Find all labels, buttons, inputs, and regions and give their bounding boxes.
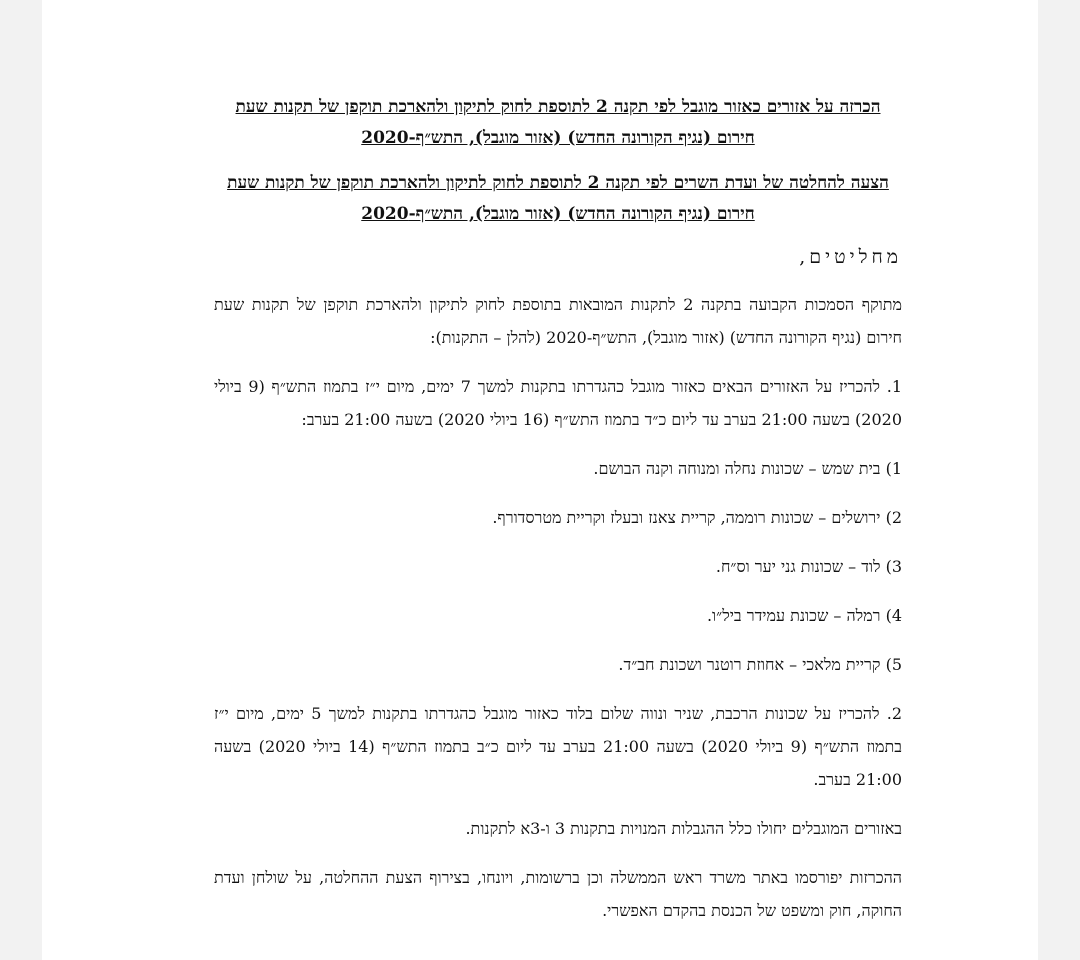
decision-heading: מחליטים,	[799, 246, 902, 268]
document-title: הכרזה על אזורים כאזור מוגבל לפי תקנה 2 לתוספת לחוק לתיקון ולהארכת תוקפן של תקנות שעת חירום (נגיף הקורונה החדש) (אזור מוגבל), התש״ף-2020	[235, 97, 881, 148]
publication-paragraph: ההכרזות יפורסמו באתר משרד ראש הממשלה וכן ברשומות, ויונחו, בצירוף הצעת ההחלטה, על שולחן ועדת החוקה, חוק ומשפט של הכנסת בהקדם האפשרי.	[214, 868, 902, 920]
proposal-title: הצעה להחלטה של ועדת השרים לפי תקנה 2 לתוספת לחוק לתיקון ולהארכת תוקפן של תקנות שעת חירום (נגיף הקורונה החדש) (אזור מוגבל), התש״ף-2020	[227, 173, 889, 224]
document-body	[214, 92, 902, 927]
restrictions-paragraph: באזורים המוגבלים יחולו כלל ההגבלות המנויות בתקנות 3 ו-3א לתקנות.	[465, 819, 902, 838]
area-item: 3) לוד – שכונות גני יער וס״ח.	[715, 557, 902, 576]
area-item: 2) ירושלים – שכונות רוממה, קריית צאנז ובעלז וקריית מטרסדורף.	[492, 508, 902, 527]
area-item: 1) בית שמש – שכונות נחלה ומנוחה וקנה הבושם.	[593, 459, 902, 478]
intro-paragraph: מתוקף הסמכות הקבועה בתקנה 2 לתקנות המובאות בתוספת לחוק לתיקון ולהארכת תוקפן של תקנות שעת חירום (נגיף הקורונה החדש) (אזור מוגבל), התש״ף-2020 (להלן – התקנות):	[214, 295, 902, 347]
document-page	[42, 0, 1038, 960]
area-item: 5) קריית מלאכי – אחוזת רוטנר ושכונת חב״ד.	[618, 655, 902, 674]
area-item: 4) רמלה – שכונת עמידר ביל״ו.	[706, 606, 902, 625]
clause-2: 2. להכריז על שכונות הרכבת, שניר ונווה שלום בלוד כאזור מוגבל כהגדרתו בתקנות למשך 5 ימים, מיום י״ז בתמוז התש״ף (9 ביולי 2020) בשעה 21:00 בערב עד ליום כ״ב בתמוז התש״ף (14 ביולי 2020) בשעה 21:00 בערב.	[214, 704, 903, 789]
clause-1: 1. להכריז על האזורים הבאים כאזור מוגבל כהגדרתו בתקנות למשך 7 ימים, מיום י״ז בתמוז התש״ף (9 ביולי 2020) בשעה 21:00 בערב עד ליום כ״ד בתמוז התש״ף (16 ביולי 2020) בשעה 21:00 בערב:	[214, 377, 903, 429]
